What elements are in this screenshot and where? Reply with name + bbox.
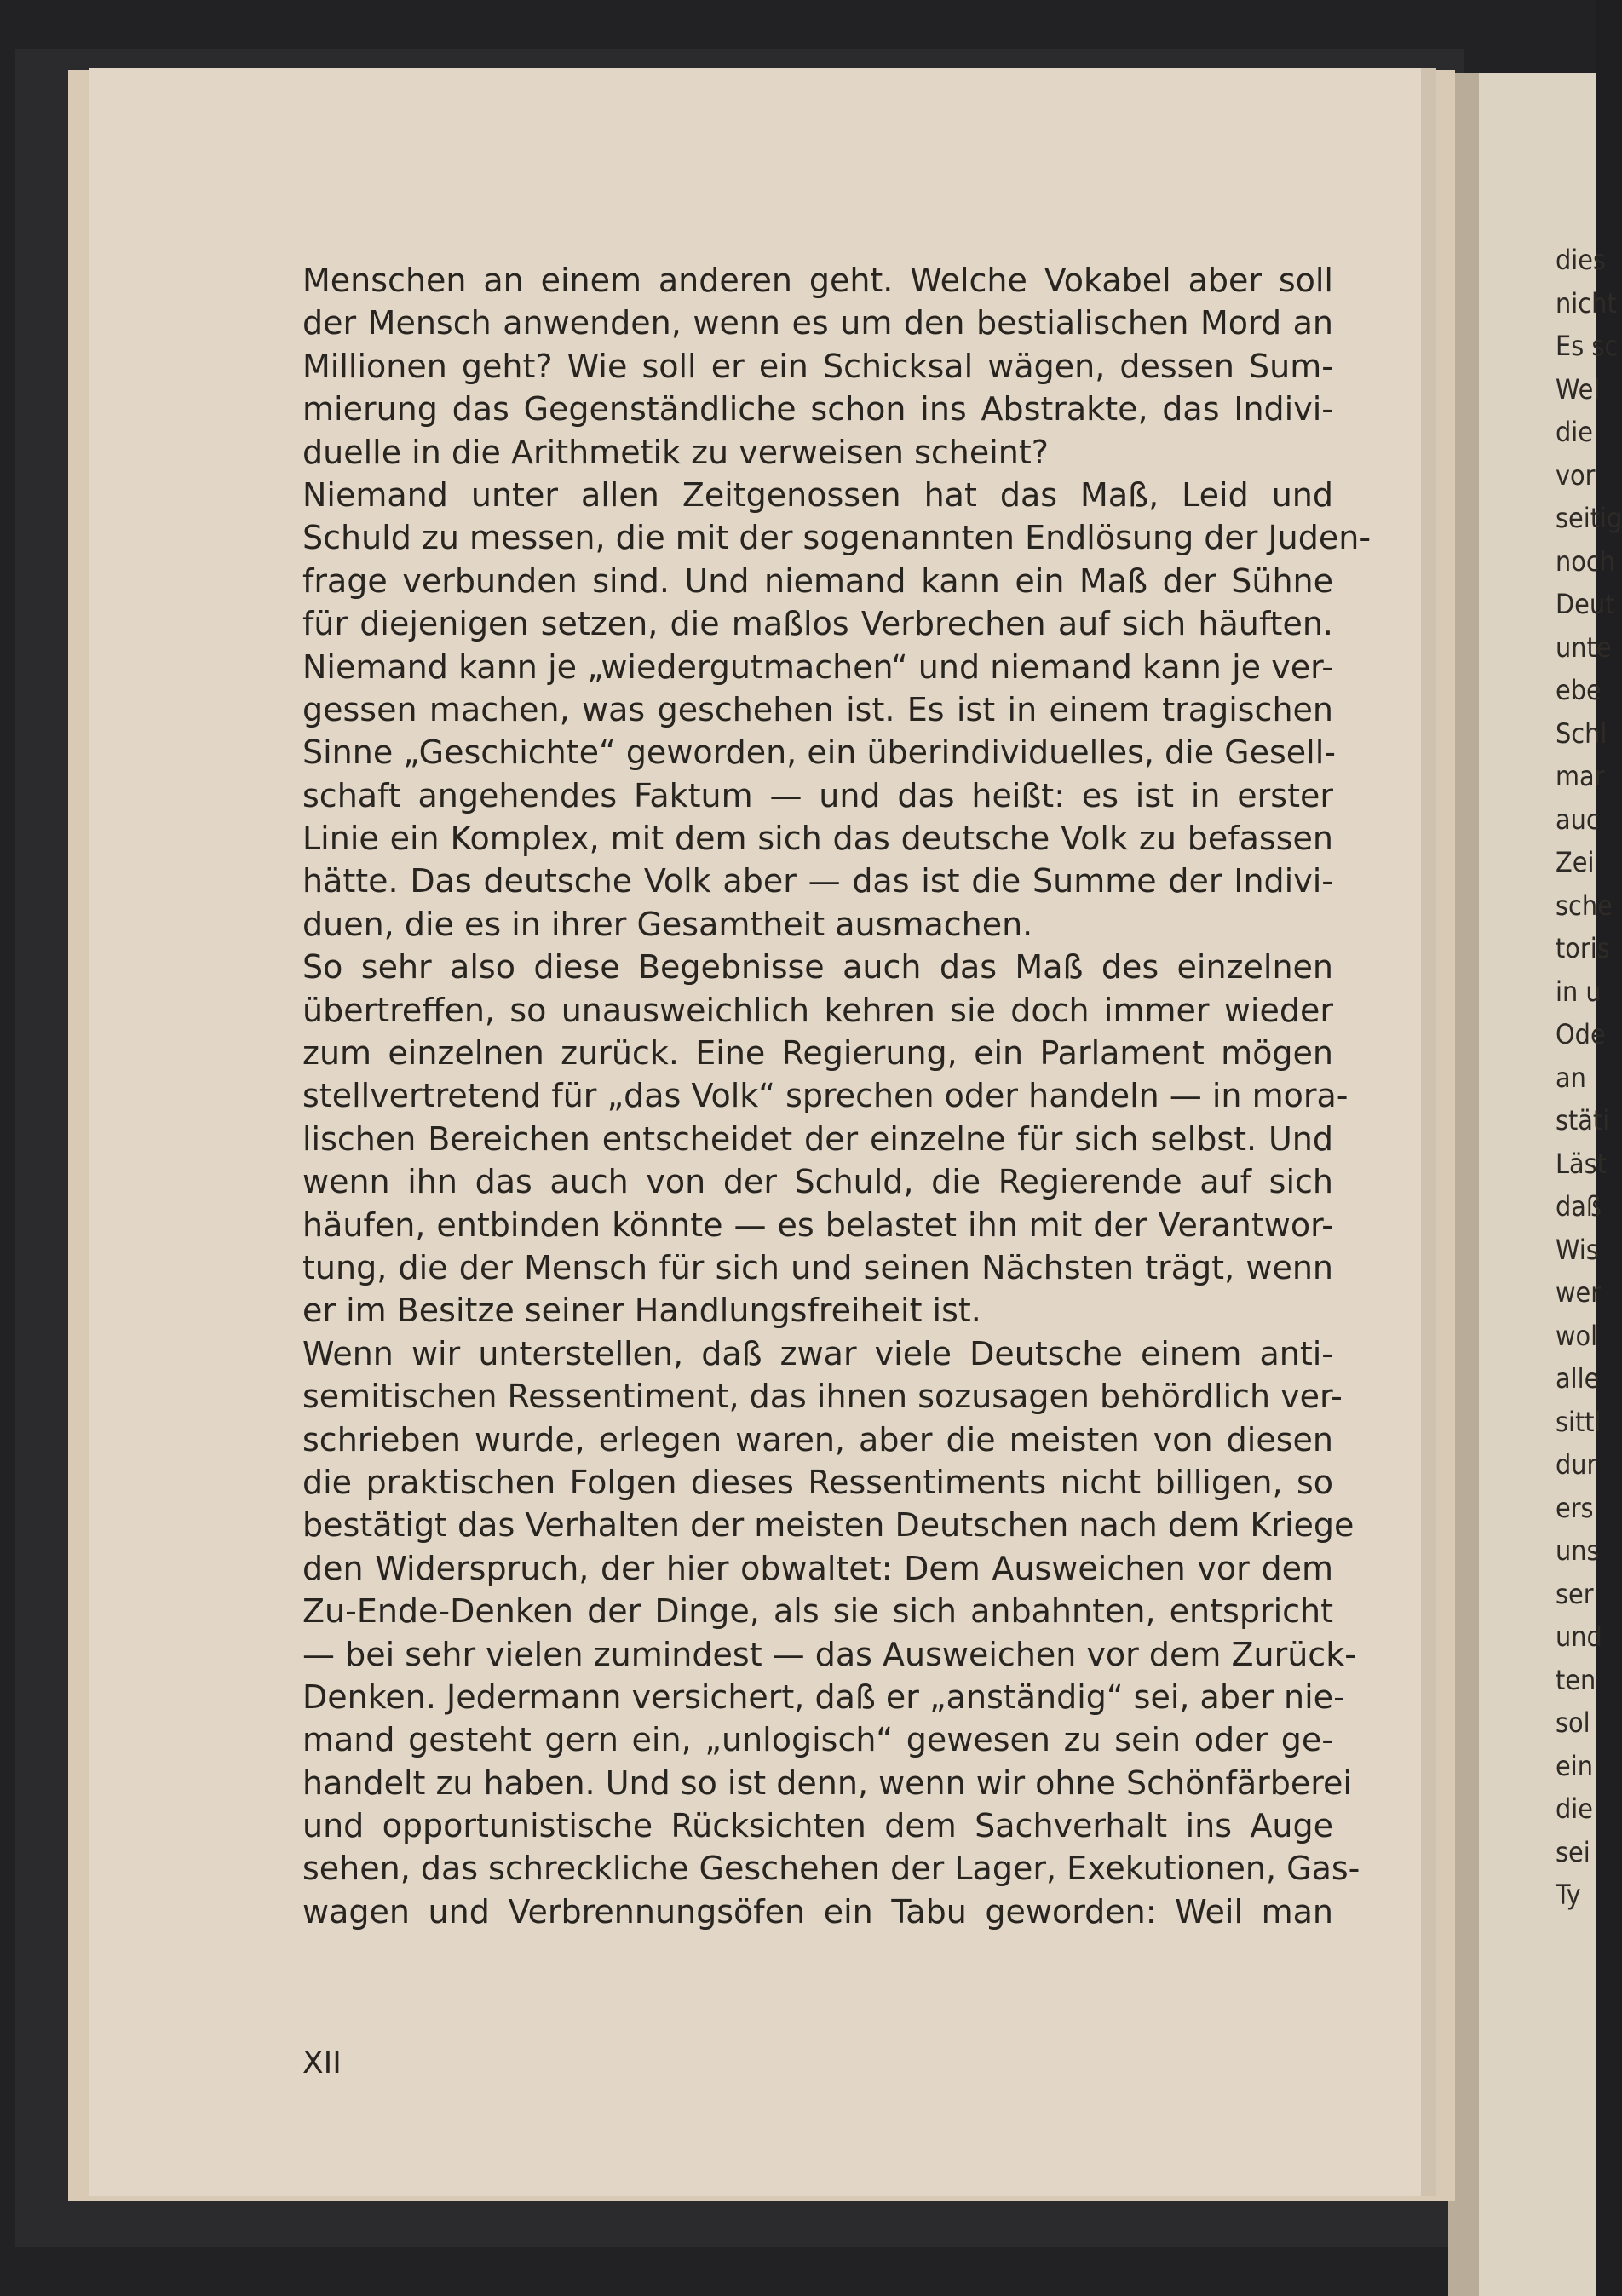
text-line: übertreffen, so unausweichlich kehren sie doch immer wieder [302, 991, 1333, 1029]
facing-page-line: Ty [1556, 1879, 1581, 1911]
facing-page-line: wol [1556, 1319, 1598, 1352]
text-line: wenn ihn das auch von der Schuld, die Regierende auf sich [302, 1163, 1333, 1201]
facing-page-line: noch [1556, 544, 1615, 578]
body-text [302, 259, 1372, 1971]
text-line: sehen, das schreckliche Geschehen der Lager, Exekutionen, Gas- [302, 1850, 1360, 1888]
text-line: Zu-Ende-Denken der Dinge, als sie sich anbahnten, entspricht [302, 1592, 1333, 1631]
facing-page-line: dur [1556, 1448, 1597, 1481]
facing-page-line: Ode [1556, 1018, 1606, 1050]
facing-page-line: mar [1556, 760, 1605, 792]
facing-page-line: ebe [1556, 674, 1602, 706]
text-line: lischen Bereichen entscheidet der einzelne für sich selbst. Und [302, 1119, 1333, 1158]
facing-page-line: sche [1556, 889, 1613, 922]
text-line: So sehr also diese Begebnisse auch das Maß des einzelnen [302, 948, 1333, 987]
text-line: — bei sehr vielen zumindest — das Ausweichen vor dem Zurück- [302, 1635, 1356, 1673]
text-line: Denken. Jedermann versichert, daß er „anständig“ sei, aber nie- [302, 1677, 1345, 1716]
text-line: zum einzelnen zurück. Eine Regierung, ein Parlament mögen [302, 1034, 1333, 1073]
text-line: und opportunistische Rücksichten dem Sachverhalt ins Auge [302, 1807, 1333, 1845]
facing-page-line: Deut [1556, 588, 1615, 620]
facing-page-line: stäti [1556, 1104, 1610, 1136]
facing-page-line: Wel [1556, 372, 1601, 406]
text-line: mand gesteht gern ein, „unlogisch“ gewesen zu sein oder ge- [302, 1721, 1333, 1759]
facing-page-line: an [1556, 1061, 1586, 1094]
facing-page-line: ein [1556, 1749, 1593, 1782]
text-line: schrieben wurde, erlegen waren, aber die meisten von diesen [302, 1420, 1333, 1459]
facing-page-line: wer [1556, 1276, 1602, 1309]
facing-page-line: Wis [1556, 1233, 1599, 1266]
page-gutter-shadow [1421, 68, 1436, 2196]
facing-page-line: sol [1556, 1706, 1590, 1739]
text-line: die praktischen Folgen dieses Ressentiments nicht billigen, so [302, 1463, 1333, 1501]
text-line: handelt zu haben. Und so ist denn, wenn wir ohne Schönfärberei [302, 1764, 1352, 1802]
facing-page-line: toris [1556, 932, 1610, 964]
text-line: Wenn wir unterstellen, daß zwar viele Deutsche einem anti- [302, 1334, 1333, 1372]
text-line: Menschen an einem anderen geht. Welche Vokabel aber soll [302, 262, 1333, 299]
text-line: Millionen geht? Wie soll er ein Schicksal wägen, dessen Sum- [302, 347, 1333, 385]
text-line: Schuld zu messen, die mit der sogenannten Endlösung der Juden- [302, 519, 1372, 557]
text-line: Niemand unter allen Zeitgenossen hat das Maß, Leid und [302, 475, 1333, 514]
facing-page-line: unte [1556, 630, 1612, 664]
text-line: tung, die der Mensch für sich und seinen Nächsten trägt, wenn [302, 1248, 1333, 1286]
text-line: stellvertretend für „das Volk“ sprechen oder handeln — in mora- [302, 1077, 1349, 1115]
facing-page-line: daß [1556, 1190, 1602, 1223]
text-line: semitischen Ressentiment, das ihnen sozusagen behördlich ver- [302, 1378, 1343, 1416]
facing-page-line: und [1556, 1620, 1602, 1653]
facing-page-line: sei [1556, 1835, 1590, 1868]
facing-page-line: Es sc [1556, 330, 1619, 362]
facing-page-line: vor [1556, 458, 1596, 492]
facing-page-line: ers [1556, 1491, 1594, 1524]
text-line: duelle in die Arithmetik zu verweisen scheint? [302, 433, 1049, 471]
text-line: Sinne „Geschichte“ geworden, ein überindividuelles, die Gesell- [302, 734, 1337, 772]
facing-page-line: sittl [1556, 1405, 1602, 1438]
text-line: er im Besitze seiner Handlungsfreiheit ist. [302, 1292, 981, 1330]
facing-page-line: uns [1556, 1534, 1600, 1567]
facing-page-line: Schl [1556, 716, 1608, 750]
facing-page-line: die [1556, 1792, 1593, 1825]
text-line: häufen, entbinden könnte — es belastet ihn mit der Verantwor- [302, 1206, 1333, 1244]
text-line: hätte. Das deutsche Volk aber — das ist die Summe der Indivi- [302, 862, 1333, 901]
facing-page-line: ser [1556, 1577, 1594, 1610]
page-number: XII [302, 2046, 342, 2080]
facing-page-line: Läst [1556, 1147, 1607, 1180]
text-line: mierung das Gegenständliche schon ins Abstrakte, das Indivi- [302, 390, 1333, 429]
facing-page-line: seitig [1556, 502, 1622, 534]
facing-page-line: Zei [1556, 846, 1595, 878]
text-line: duen, die es in ihrer Gesamtheit ausmachen. [302, 905, 1033, 943]
facing-page-line: auc [1556, 803, 1600, 836]
facing-page-line: nicht [1556, 286, 1617, 319]
text-line: Linie ein Komplex, mit dem sich das deutsche Volk zu befassen [302, 820, 1333, 858]
text-line: wagen und Verbrennungsöfen ein Tabu geworden: Weil man [302, 1892, 1333, 1931]
text-line: gessen machen, was geschehen ist. Es ist in einem tragischen [302, 690, 1333, 728]
text-line: frage verbunden sind. Und niemand kann ein Maß der Sühne [302, 561, 1333, 600]
facing-page-line: in u [1556, 975, 1602, 1008]
facing-page-line: die [1556, 416, 1593, 448]
facing-page-line: ten [1556, 1663, 1596, 1696]
text-line: schaft angehendes Faktum — und das heißt: es ist in erster [302, 776, 1333, 814]
text-line: den Widerspruch, der hier obwaltet: Dem Ausweichen vor dem [302, 1549, 1333, 1587]
text-line: der Mensch anwenden, wenn es um den bestialischen Mord an [302, 304, 1333, 342]
text-line: bestätigt das Verhalten der meisten Deutschen nach dem Kriege [302, 1506, 1355, 1545]
text-line: für diejenigen setzen, die maßlos Verbrechen auf sich häuften. [302, 605, 1333, 643]
facing-page-line: alle [1556, 1362, 1600, 1395]
facing-page-line: dies [1556, 244, 1606, 276]
text-line: Niemand kann je „wiedergutmachen“ und niemand kann je ver- [302, 647, 1333, 686]
